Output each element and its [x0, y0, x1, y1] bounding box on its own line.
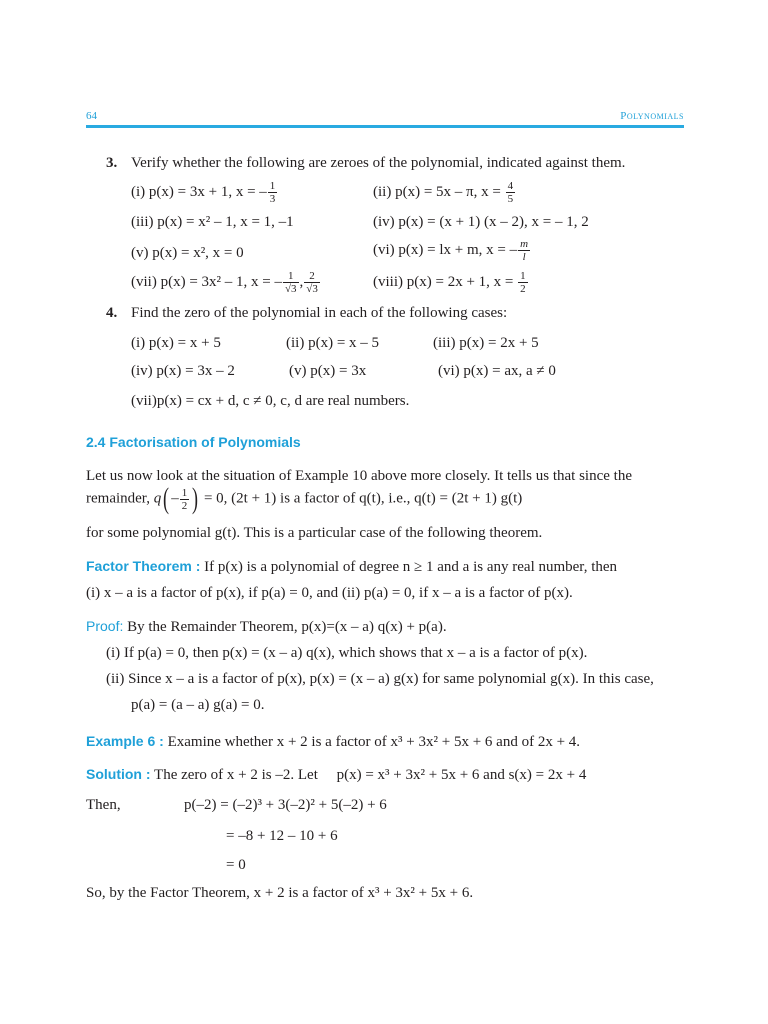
- section-para-line2: remainder, q( – $\frac{1}{2}$ ) = 0, (2t + 1) is a factor of q(t), i.e., q(t) = (2t + 1) g(t): [86, 482, 523, 515]
- q3-item-ii: (ii) p(x) = 5x – π, x = $\frac{4}{5}$: [373, 180, 514, 205]
- q4-item-vii: (vii)p(x) = cx + d, c ≠ 0, c, d are real numbers.: [131, 393, 410, 409]
- header-rule: [86, 125, 684, 128]
- q3-item-i: (i) p(x) = 3x + 1, x = – $\frac{1}{3}$: [131, 180, 276, 205]
- example-label: Example 6 :: [86, 733, 164, 749]
- q3-item-vii: (vii) p(x) = 3x² – 1, x = – $\frac{1}{√3}$ , $\frac{2}{√3}$: [131, 270, 318, 295]
- solution-step3: = 0: [226, 857, 246, 873]
- section-title: 2.4 Factorisation of Polynomials: [86, 434, 301, 450]
- q4-item-iii: (iii) p(x) = 2x + 5: [433, 335, 539, 351]
- q4-item-v: (v) p(x) = 3x: [289, 363, 367, 379]
- q4-item-ii: (ii) p(x) = x – 5: [286, 335, 380, 351]
- solution-step2: = –8 + 12 – 10 + 6: [226, 828, 338, 844]
- q3-item-vi: (vi) p(x) = lx + m, x = – $\frac{m}{l}$: [373, 238, 529, 263]
- q4-item-iv: (iv) p(x) = 3x – 2: [131, 363, 235, 379]
- proof-item-i: (i) If p(a) = 0, then p(x) = (x – a) q(x), which shows that x – a is a factor of p(x).: [106, 645, 588, 661]
- q3-text: Verify whether the following are zeroes of the polynomial, indicated against them.: [131, 155, 626, 171]
- factor-theorem-line2: (i) x – a is a factor of p(x), if p(a) = 0, and (ii) p(a) = 0, if x – a is a factor of p(x).: [86, 585, 573, 601]
- q3-number: 3.: [106, 155, 118, 171]
- q3-item-v: (v) p(x) = x², x = 0: [131, 245, 244, 261]
- proof-line1: Proof: By the Remainder Theorem, p(x)=(x – a) q(x) + p(a).: [86, 618, 447, 635]
- q4-item-i: (i) p(x) = x + 5: [131, 335, 221, 351]
- solution-label: Solution :: [86, 766, 151, 782]
- page-number: 64: [86, 110, 97, 122]
- factor-theorem-label: Factor Theorem :: [86, 558, 201, 574]
- q3-item-iii: (iii) p(x) = x² – 1, x = 1, –1: [131, 214, 294, 230]
- solution-line1: Solution : The zero of x + 2 is –2. Let p(x) = x³ + 3x² + 5x + 6 and s(x) = 2x + 4: [86, 766, 587, 783]
- proof-item-ii: (ii) Since x – a is a factor of p(x), p(x) = (x – a) g(x) for same polynomial g(x). In this case,: [106, 671, 654, 687]
- section-para-line1: Let us now look at the situation of Example 10 above more closely. It tells us that since the: [86, 468, 632, 484]
- section-para-line3: for some polynomial g(t). This is a particular case of the following theorem.: [86, 525, 543, 541]
- solution-then: Then,: [86, 797, 121, 813]
- q3-item-iv: (iv) p(x) = (x + 1) (x – 2), x = – 1, 2: [373, 214, 589, 230]
- q4-item-vi: (vi) p(x) = ax, a ≠ 0: [438, 363, 556, 379]
- chapter-title: Polynomials: [620, 110, 684, 122]
- solution-step1: p(–2) = (–2)³ + 3(–2)² + 5(–2) + 6: [184, 797, 387, 813]
- solution-conclusion: So, by the Factor Theorem, x + 2 is a factor of x³ + 3x² + 5x + 6.: [86, 885, 474, 901]
- q3-item-viii: (viii) p(x) = 2x + 1, x = $\frac{1}{2}$: [373, 270, 526, 295]
- factor-theorem-line1: Factor Theorem : If p(x) is a polynomial of degree n ≥ 1 and a is any real number, then: [86, 558, 618, 575]
- proof-item-ii-cont: p(a) = (a – a) g(a) = 0.: [131, 697, 265, 713]
- q4-number: 4.: [106, 305, 118, 321]
- q4-text: Find the zero of the polynomial in each of the following cases:: [131, 305, 508, 321]
- example-6: Example 6 : Examine whether x + 2 is a factor of x³ + 3x² + 5x + 6 and of 2x + 4.: [86, 733, 581, 750]
- proof-label: Proof:: [86, 618, 124, 634]
